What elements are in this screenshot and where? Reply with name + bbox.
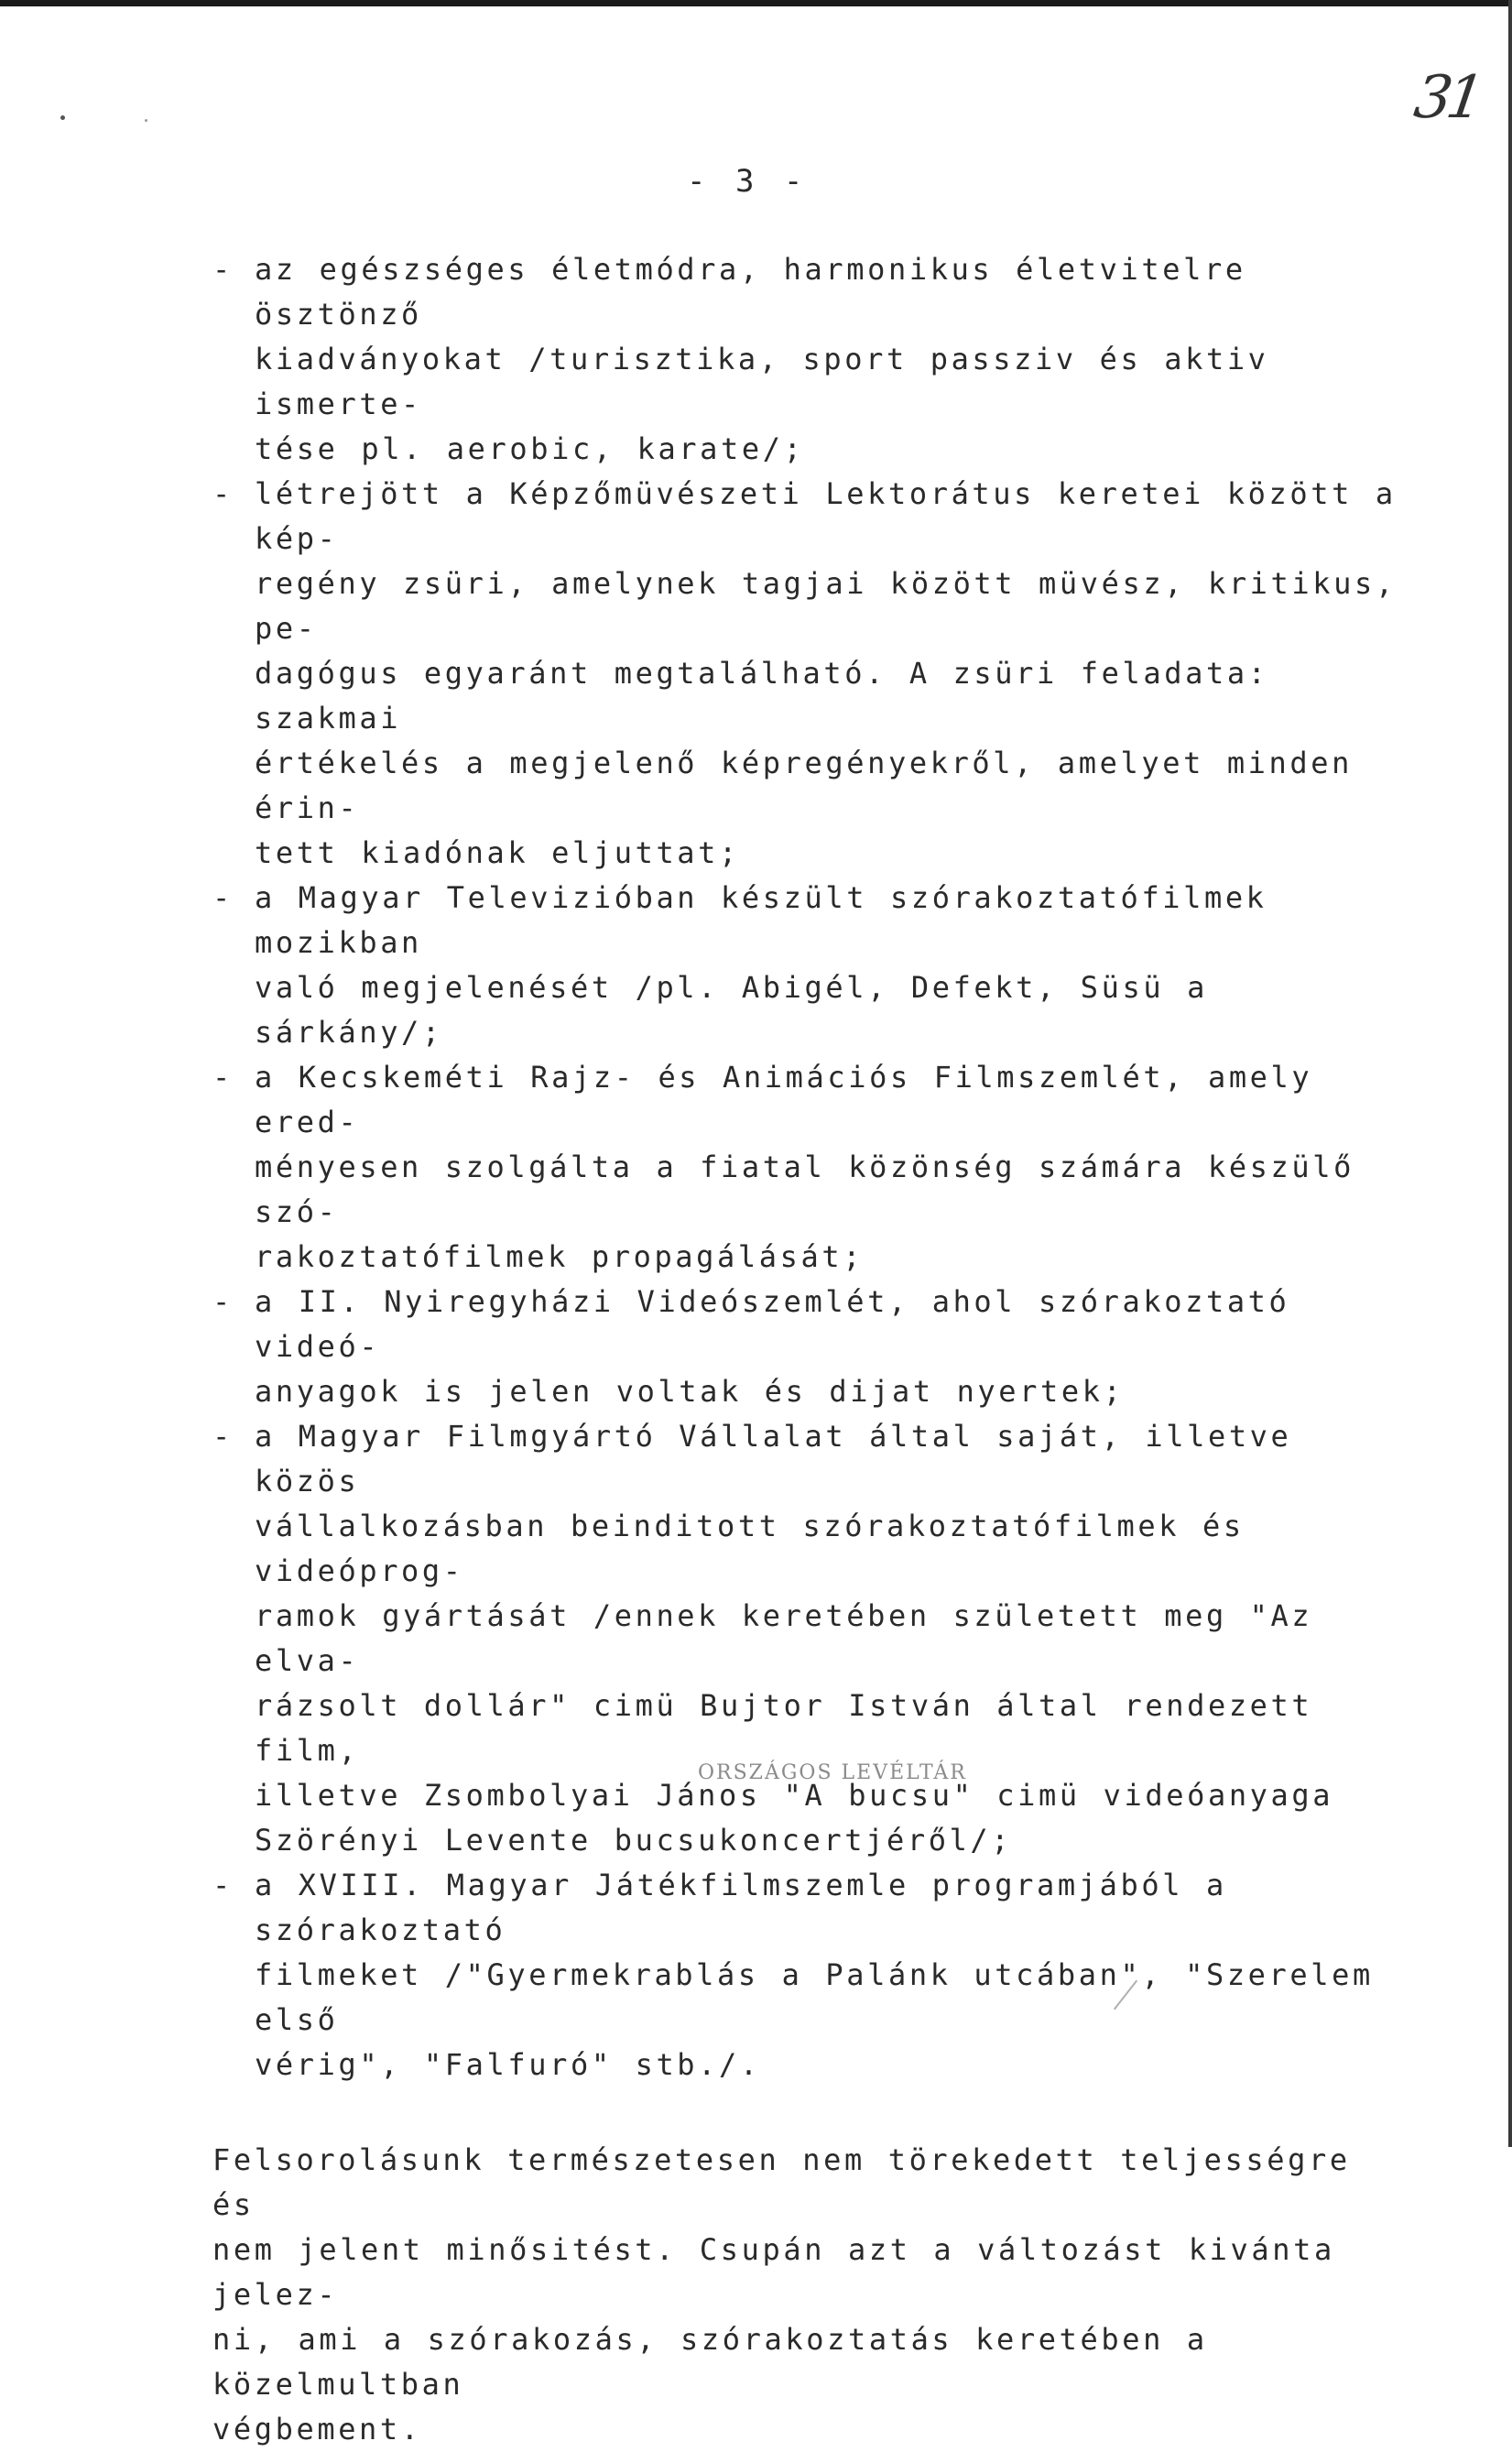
document-body [212,247,1403,2452]
list-item [212,1414,1403,1863]
archive-stamp: ORSZÁGOS LEVÉLTÁR [698,1761,967,1784]
scan-top-edge [0,0,1512,6]
scan-speck [60,115,65,120]
list-item [212,1863,1403,2087]
list-item [212,247,1403,472]
list-dash: - [212,1419,234,1454]
list-item-text: a Magyar Televizióban készült szórakoztatófilmek mozikban való megjelenését /pl. Abigél, Defekt, Süsü a sárkány/; [255,880,1267,1050]
handwritten-folio-number: 31 [1409,64,1484,132]
list-item-text: a Kecskeméti Rajz- és Animációs Filmszemlét, amely ered- ményesen szolgálta a fiatal közönség számára készülő szó- rakoztatófilmek propagálását; [255,1060,1355,1274]
list-item-text: a Magyar Filmgyártó Vállalat által saját, illetve közös vállalkozásban beinditott szórakoztatófilmek és videóprog- ramok gyártását /ennek keretében született meg "Az elva- rázsolt dollár" cimü Bujtor István által rendezett film, illetve Zsombolyai János "A bucsu" cimü videóanyaga Szörényi Levente bucsukoncertjéről/; [255,1419,1334,1858]
list-item [212,472,1403,876]
bullet-list [212,247,1403,2087]
list-item [212,876,1403,1055]
page-number: - 3 - [687,163,809,200]
list-item [212,1280,1403,1414]
list-dash: - [212,252,234,287]
list-item-text: a II. Nyiregyházi Videószemlét, ahol szórakoztató videó- anyagok is jelen voltak és dijat nyertek; [255,1284,1290,1409]
list-dash: - [212,1868,234,1902]
list-item [212,1055,1403,1280]
list-dash: - [212,1284,234,1319]
list-item-text: a XVIII. Magyar Játékfilmszemle programjából a szórakoztató filmeket /"Gyermekrablás a Palánk utcában", "Szerelem első vérig", "Falfuró" stb./. [255,1868,1374,2082]
scan-speck [145,119,147,122]
closing-paragraph: Felsorolásunk természetesen nem törekedett teljességre és nem jelent minősitést. Csupán azt a változást kivánta jelez- ni, ami a szórakozás, szórakoztatás keretében a közelmultban végbement. [212,2142,1351,2447]
list-dash: - [212,880,234,915]
list-dash: - [212,476,234,511]
list-dash: - [212,1060,234,1095]
list-item-text: létrejött a Képzőmüvészeti Lektorátus keretei között a kép- regény zsüri, amelynek tagjai között müvész, kritikus, pe- dagógus egyaránt megtalálható. A zsüri feladata: szakmai értékelés a megjelenő képregényekről, amelyet minden érin- tett kiadónak eljuttat; [255,476,1397,870]
list-item-text: az egészséges életmódra, harmonikus életvitelre ösztönző kiadványokat /turisztika, sport passziv és aktiv ismerte- tése pl. aerobic, karate/; [255,252,1269,466]
scan-right-edge [1508,0,1512,2147]
